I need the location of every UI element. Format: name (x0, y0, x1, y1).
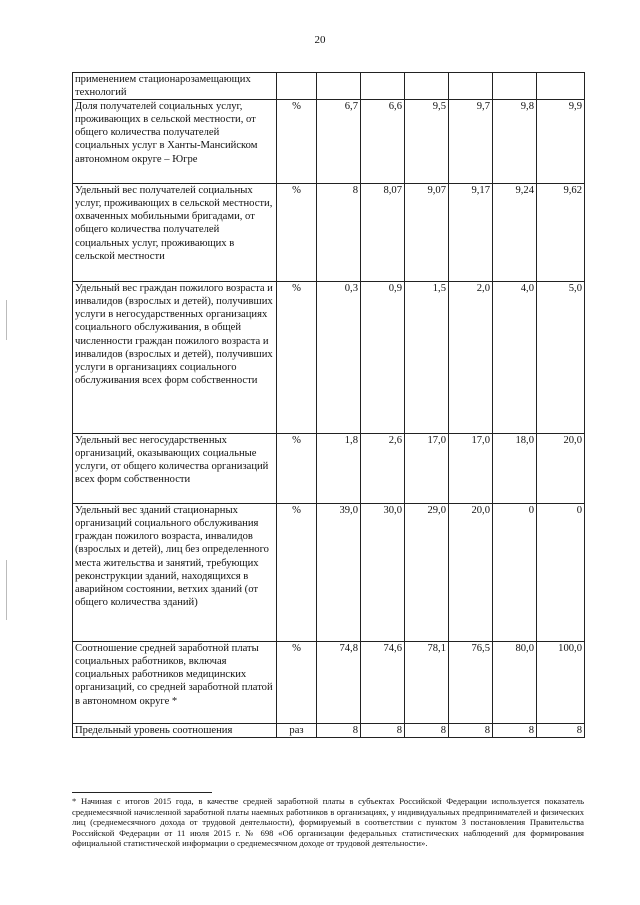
indicator-value: 78,1 (405, 642, 449, 724)
indicator-value: 39,0 (317, 504, 361, 642)
indicator-name: Удельный вес зданий стационарных организаций социального обслуживания граждан пожилого возраста, инвалидов (взрослых и детей), лиц без определенного места жительства и занятий, требующих реконструкции зданий, находящихся в аварийном состоянии, ветхих зданий (от общего количества зданий) (73, 504, 277, 642)
indicator-value (317, 73, 361, 100)
indicator-value: 0 (493, 504, 537, 642)
indicator-value (493, 73, 537, 100)
indicator-value: 5,0 (537, 282, 585, 434)
indicator-value (449, 73, 493, 100)
indicator-value: 20,0 (537, 434, 585, 504)
indicator-value: 8 (317, 184, 361, 282)
indicator-value: 74,8 (317, 642, 361, 724)
indicator-unit (277, 73, 317, 100)
indicator-value: 8 (537, 724, 585, 738)
indicator-unit: % (277, 282, 317, 434)
indicator-value: 30,0 (361, 504, 405, 642)
indicator-unit: % (277, 642, 317, 724)
table-row (73, 642, 585, 724)
indicator-value: 8 (449, 724, 493, 738)
indicator-value: 1,8 (317, 434, 361, 504)
indicator-value: 9,62 (537, 184, 585, 282)
indicator-value: 100,0 (537, 642, 585, 724)
scan-margin-mark (6, 560, 7, 620)
indicator-unit: % (277, 504, 317, 642)
page-number: 20 (314, 34, 326, 46)
indicator-value: 9,9 (537, 100, 585, 184)
indicator-value: 76,5 (449, 642, 493, 724)
indicator-unit: % (277, 434, 317, 504)
indicator-value: 8 (405, 724, 449, 738)
indicator-unit: % (277, 184, 317, 282)
table-row (73, 73, 585, 100)
indicator-value: 74,6 (361, 642, 405, 724)
indicator-value (361, 73, 405, 100)
indicator-value: 2,0 (449, 282, 493, 434)
indicator-value: 9,5 (405, 100, 449, 184)
indicator-value: 9,17 (449, 184, 493, 282)
indicator-value: 2,6 (361, 434, 405, 504)
indicator-name: Предельный уровень соотношения (73, 724, 277, 738)
indicator-unit: % (277, 100, 317, 184)
indicator-value: 0 (537, 504, 585, 642)
indicator-name: Удельный вес получателей социальных услуг, проживающих в сельской местности, охваченных мобильными бригадами, от общего количества получателей социальных услуг, проживающих в сельской местности (73, 184, 277, 282)
indicator-value: 9,24 (493, 184, 537, 282)
indicator-value: 17,0 (405, 434, 449, 504)
indicator-value: 8 (493, 724, 537, 738)
table-row (73, 724, 585, 738)
indicator-value (537, 73, 585, 100)
indicator-value: 29,0 (405, 504, 449, 642)
indicator-value: 80,0 (493, 642, 537, 724)
indicator-value: 6,7 (317, 100, 361, 184)
indicator-value (405, 73, 449, 100)
indicator-value: 0,9 (361, 282, 405, 434)
indicator-value: 17,0 (449, 434, 493, 504)
indicator-value: 1,5 (405, 282, 449, 434)
table-row (73, 100, 585, 184)
footnote: * Начиная с итогов 2015 года, в качестве средней заработной платы в субъектах Российской Федерации используется показатель среднемесячной начисленной заработной платы наемных работников в организациях, у индивидуальных предпринимателей и физических лиц (среднемесячного дохода от трудовой деятельности), формируемый в соответствии с пунктом 3 постановления Правительства Российской Федерации от 11 июля 2015 г. № 698 «Об организации федеральных статистических наблюдений для формирования официальной статистической информации о среднемесячном доходе от трудовой деятельности». (72, 796, 584, 849)
indicator-value: 20,0 (449, 504, 493, 642)
table-row (73, 504, 585, 642)
indicator-value: 18,0 (493, 434, 537, 504)
indicators-table (72, 72, 585, 738)
indicator-value: 9,07 (405, 184, 449, 282)
indicator-value: 9,8 (493, 100, 537, 184)
indicator-value: 9,7 (449, 100, 493, 184)
indicator-name: Удельный вес негосударственных организаций, оказывающих социальные услуги, от общего количества организаций всех форм собственности (73, 434, 277, 504)
table-row (73, 184, 585, 282)
footnote-divider (72, 792, 212, 793)
indicator-name: Удельный вес граждан пожилого возраста и инвалидов (взрослых и детей), получивших услуги в негосударственных организациях социального обслуживания, в общей численности граждан пожилого возраста и инвалидов (взрослых и детей), получивших услуги в организациях социального обслуживания всех форм собственности (73, 282, 277, 434)
indicator-name: применением стационарозамещающих технологий (73, 73, 277, 100)
indicator-value: 8 (317, 724, 361, 738)
indicator-value: 6,6 (361, 100, 405, 184)
scan-margin-mark (6, 300, 7, 340)
table-row (73, 282, 585, 434)
indicator-name: Соотношение средней заработной платы социальных работников, включая социальных работников медицинских организаций, со средней заработной платой в автономном округе * (73, 642, 277, 724)
table-row (73, 434, 585, 504)
indicator-value: 8 (361, 724, 405, 738)
indicator-name: Доля получателей социальных услуг, проживающих в сельской местности, от общего количества получателей социальных услуг в Ханты-Мансийском автономном округе – Югре (73, 100, 277, 184)
indicator-unit: раз (277, 724, 317, 738)
indicator-value: 4,0 (493, 282, 537, 434)
indicator-value: 8,07 (361, 184, 405, 282)
indicator-value: 0,3 (317, 282, 361, 434)
table-body (73, 73, 585, 738)
